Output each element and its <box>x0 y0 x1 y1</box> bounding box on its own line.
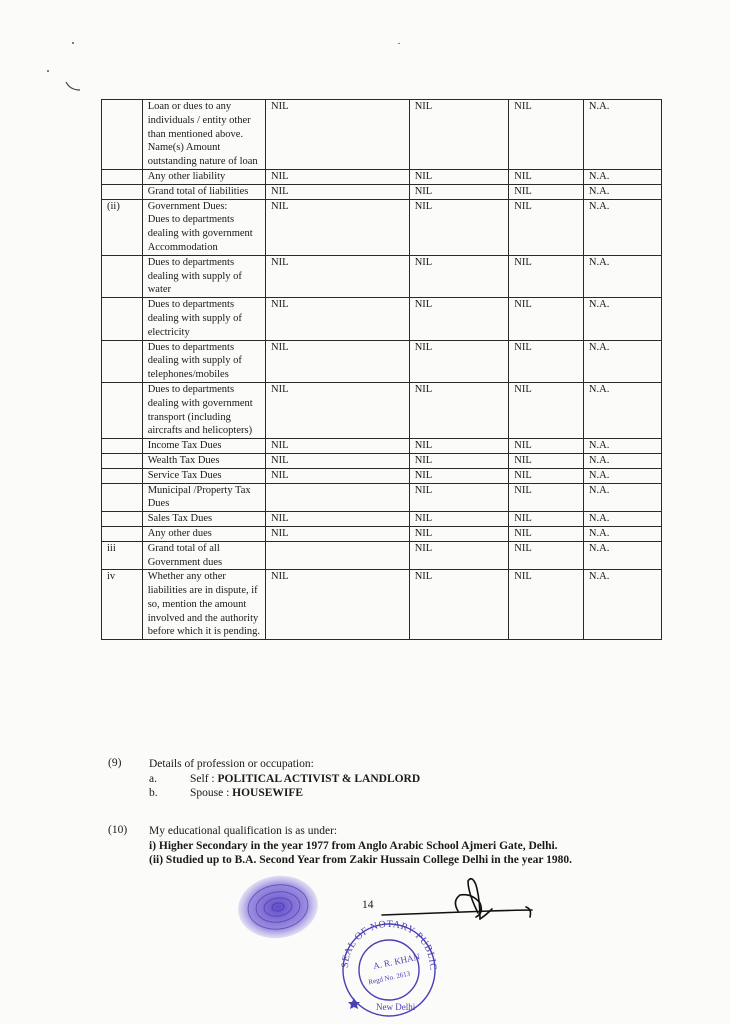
row-huf-value: NIL <box>509 468 584 483</box>
row-description: Government Dues: Dues to departments dealing with government Accommodation <box>142 199 265 255</box>
row-dependent-value: N.A. <box>583 255 661 297</box>
self-occupation-value: POLITICAL ACTIVIST & LANDLORD <box>217 773 421 785</box>
spouse-occupation-label: Spouse : <box>190 787 233 799</box>
row-huf-value: NIL <box>509 340 584 382</box>
education-line-2: (ii) Studied up to B.A. Second Year from Zakir Hussain College Delhi in the year 1980. <box>149 854 572 866</box>
section-10-number: (10) <box>108 824 128 836</box>
scan-mark <box>64 80 84 94</box>
scan-speck <box>398 43 400 44</box>
row-self-value: NIL <box>266 512 410 527</box>
row-huf-value: NIL <box>509 298 584 340</box>
row-self-value: NIL <box>266 468 410 483</box>
row-self-value: NIL <box>266 453 410 468</box>
row-huf-value: NIL <box>509 570 584 640</box>
row-description: Grand total of all Government dues <box>142 541 265 570</box>
row-description: Any other dues <box>142 526 265 541</box>
seal-outer-text: SEAL OF NOTARY PUBLIC <box>339 918 439 971</box>
row-description: Sales Tax Dues <box>142 512 265 527</box>
row-huf-value: NIL <box>509 541 584 570</box>
table-row <box>102 541 662 570</box>
row-huf-value: NIL <box>509 184 584 199</box>
table-row <box>102 526 662 541</box>
row-serial <box>102 483 143 512</box>
table-row <box>102 100 662 170</box>
row-dependent-value: N.A. <box>583 453 661 468</box>
row-self-value: NIL <box>266 199 410 255</box>
row-spouse-value: NIL <box>409 453 509 468</box>
row-huf-value: NIL <box>509 526 584 541</box>
row-self-value: NIL <box>266 169 410 184</box>
education-line-1: i) Higher Secondary in the year 1977 from Anglo Arabic School Ajmeri Gate, Delhi. <box>149 840 558 852</box>
row-dependent-value: N.A. <box>583 340 661 382</box>
row-huf-value: NIL <box>509 255 584 297</box>
seal-reg: Regd No. 2613 <box>367 969 411 987</box>
table-row <box>102 483 662 512</box>
row-huf-value: NIL <box>509 453 584 468</box>
table-row <box>102 453 662 468</box>
row-dependent-value: N.A. <box>583 541 661 570</box>
table-row <box>102 298 662 340</box>
table-row <box>102 570 662 640</box>
table-row <box>102 199 662 255</box>
liabilities-table <box>101 99 662 640</box>
row-serial <box>102 468 143 483</box>
row-dependent-value: N.A. <box>583 169 661 184</box>
row-dependent-value: N.A. <box>583 382 661 438</box>
row-description: Whether any other liabilities are in dispute, if so, mention the amount involved and the authority before which it is pending. <box>142 570 265 640</box>
row-serial: iii <box>102 541 143 570</box>
row-self-value: NIL <box>266 340 410 382</box>
row-dependent-value: N.A. <box>583 512 661 527</box>
table-row <box>102 382 662 438</box>
row-serial <box>102 169 143 184</box>
scan-speck <box>47 70 49 72</box>
row-dependent-value: N.A. <box>583 439 661 454</box>
row-spouse-value: NIL <box>409 526 509 541</box>
section-9-b-text <box>190 786 303 800</box>
row-description: Dues to departments dealing with supply of electricity <box>142 298 265 340</box>
row-serial <box>102 340 143 382</box>
row-spouse-value: NIL <box>409 570 509 640</box>
row-spouse-value: NIL <box>409 199 509 255</box>
row-self-value: NIL <box>266 570 410 640</box>
table-row <box>102 512 662 527</box>
section-9-heading: Details of profession or occupation: <box>149 758 314 770</box>
row-self-value <box>266 541 410 570</box>
row-huf-value: NIL <box>509 439 584 454</box>
self-occupation-label: Self : <box>190 773 218 785</box>
row-serial <box>102 526 143 541</box>
row-self-value <box>266 483 410 512</box>
row-description: Income Tax Dues <box>142 439 265 454</box>
table-row <box>102 255 662 297</box>
row-description: Service Tax Dues <box>142 468 265 483</box>
table-row <box>102 468 662 483</box>
row-serial <box>102 184 143 199</box>
row-serial: iv <box>102 570 143 640</box>
row-self-value: NIL <box>266 298 410 340</box>
row-serial <box>102 453 143 468</box>
row-spouse-value: NIL <box>409 340 509 382</box>
row-spouse-value: NIL <box>409 169 509 184</box>
spouse-occupation-value: HOUSEWIFE <box>232 787 304 799</box>
seal-star <box>348 998 360 1009</box>
notary-seal <box>334 918 444 1018</box>
section-10-heading: My educational qualification is as under: <box>149 825 338 837</box>
section-9-a-text <box>190 772 420 786</box>
row-spouse-value: NIL <box>409 255 509 297</box>
section-9-number: (9) <box>108 757 122 769</box>
thumb-impression <box>233 873 323 943</box>
row-description: Dues to departments dealing with government transport (including aircrafts and helicopters) <box>142 382 265 438</box>
row-serial <box>102 298 143 340</box>
row-description: Loan or dues to any individuals / entity other than mentioned above. Name(s) Amount outstanding nature of loan <box>142 100 265 170</box>
row-dependent-value: N.A. <box>583 298 661 340</box>
row-self-value: NIL <box>266 439 410 454</box>
row-huf-value: NIL <box>509 483 584 512</box>
row-serial <box>102 100 143 170</box>
row-dependent-value: N.A. <box>583 199 661 255</box>
row-dependent-value: N.A. <box>583 483 661 512</box>
row-serial <box>102 382 143 438</box>
row-spouse-value: NIL <box>409 100 509 170</box>
row-description: Grand total of liabilities <box>142 184 265 199</box>
row-dependent-value: N.A. <box>583 100 661 170</box>
row-serial: (ii) <box>102 199 143 255</box>
scan-speck <box>72 42 74 44</box>
row-self-value: NIL <box>266 526 410 541</box>
table-row <box>102 184 662 199</box>
row-spouse-value: NIL <box>409 382 509 438</box>
row-serial <box>102 439 143 454</box>
row-description: Municipal /Property Tax Dues <box>142 483 265 512</box>
row-description: Dues to departments dealing with supply of telephones/mobiles <box>142 340 265 382</box>
row-dependent-value: N.A. <box>583 184 661 199</box>
row-spouse-value: NIL <box>409 298 509 340</box>
row-dependent-value: N.A. <box>583 526 661 541</box>
row-spouse-value: NIL <box>409 439 509 454</box>
row-huf-value: NIL <box>509 169 584 184</box>
liabilities-table-body <box>102 100 662 640</box>
row-serial <box>102 512 143 527</box>
row-spouse-value: NIL <box>409 468 509 483</box>
row-huf-value: NIL <box>509 100 584 170</box>
table-row <box>102 169 662 184</box>
row-huf-value: NIL <box>509 512 584 527</box>
seal-city: New Delhi <box>376 1002 416 1012</box>
row-huf-value: NIL <box>509 382 584 438</box>
row-huf-value: NIL <box>509 199 584 255</box>
row-spouse-value: NIL <box>409 184 509 199</box>
row-self-value: NIL <box>266 255 410 297</box>
table-row <box>102 340 662 382</box>
row-spouse-value: NIL <box>409 541 509 570</box>
section-9-a-label: a. <box>149 773 157 785</box>
page-number: 14 <box>362 899 374 911</box>
row-spouse-value: NIL <box>409 512 509 527</box>
row-description: Wealth Tax Dues <box>142 453 265 468</box>
row-self-value: NIL <box>266 382 410 438</box>
row-dependent-value: N.A. <box>583 570 661 640</box>
table-row <box>102 439 662 454</box>
row-description: Dues to departments dealing with supply of water <box>142 255 265 297</box>
section-9-b-label: b. <box>149 787 158 799</box>
row-dependent-value: N.A. <box>583 468 661 483</box>
seal-name: A. R. KHAN <box>372 951 421 972</box>
row-serial <box>102 255 143 297</box>
row-spouse-value: NIL <box>409 483 509 512</box>
row-self-value: NIL <box>266 100 410 170</box>
row-self-value: NIL <box>266 184 410 199</box>
row-description: Any other liability <box>142 169 265 184</box>
